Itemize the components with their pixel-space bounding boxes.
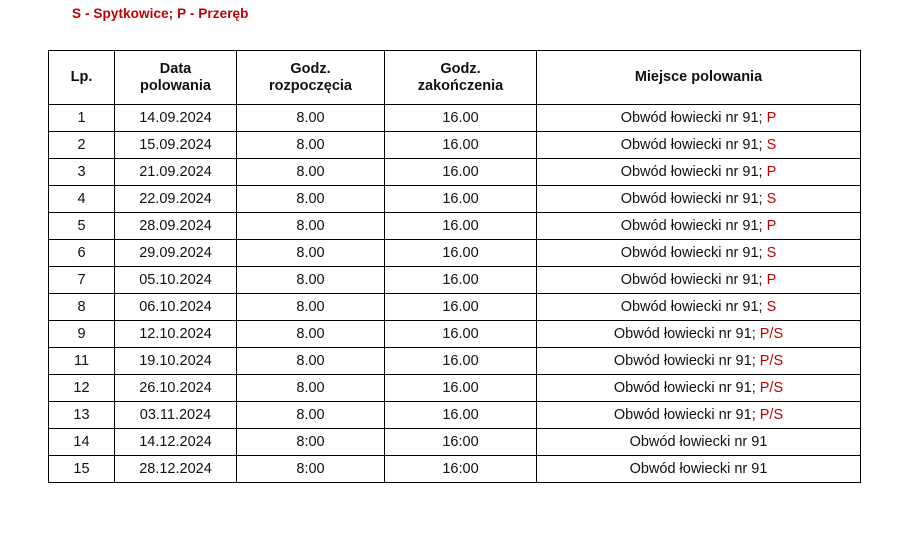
table-row bbox=[49, 267, 861, 294]
cell-lp: 15 bbox=[49, 456, 115, 483]
place-area-mark: P/S bbox=[759, 406, 784, 423]
cell-start-time: 8.00 bbox=[237, 321, 385, 348]
cell-date: 12.10.2024 bbox=[115, 321, 237, 348]
cell-lp: 9 bbox=[49, 321, 115, 348]
cell-date: 29.09.2024 bbox=[115, 240, 237, 267]
table-body bbox=[49, 105, 861, 483]
column-header-lp-line-1: Lp. bbox=[70, 69, 93, 86]
cell-end-time: 16.00 bbox=[385, 105, 537, 132]
place-area-mark: P/S bbox=[759, 325, 784, 342]
column-header-start-time bbox=[237, 51, 385, 105]
cell-date: 28.09.2024 bbox=[115, 213, 237, 240]
cell-place bbox=[537, 186, 861, 213]
place-area-mark: S bbox=[766, 244, 777, 261]
cell-end-time: 16.00 bbox=[385, 375, 537, 402]
table-row bbox=[49, 348, 861, 375]
cell-lp: 1 bbox=[49, 105, 115, 132]
cell-end-time: 16.00 bbox=[385, 402, 537, 429]
place-area-mark: P bbox=[766, 271, 777, 288]
cell-start-time: 8.00 bbox=[237, 213, 385, 240]
cell-start-time: 8.00 bbox=[237, 267, 385, 294]
cell-date: 05.10.2024 bbox=[115, 267, 237, 294]
column-header-end-time bbox=[385, 51, 537, 105]
place-area-mark: P bbox=[766, 163, 777, 180]
column-header-date-line-1: Data bbox=[159, 60, 192, 77]
place-name: Obwód łowiecki nr 91 bbox=[629, 433, 768, 450]
table-row bbox=[49, 294, 861, 321]
table-row bbox=[49, 159, 861, 186]
cell-lp: 12 bbox=[49, 375, 115, 402]
cell-start-time: 8.00 bbox=[237, 402, 385, 429]
place-name: Obwód łowiecki nr 91; bbox=[613, 325, 756, 342]
cell-place bbox=[537, 267, 861, 294]
cell-end-time: 16.00 bbox=[385, 186, 537, 213]
cell-date: 28.12.2024 bbox=[115, 456, 237, 483]
cell-place bbox=[537, 159, 861, 186]
place-name: Obwód łowiecki nr 91; bbox=[613, 352, 756, 369]
cell-date: 21.09.2024 bbox=[115, 159, 237, 186]
place-area-mark: P bbox=[766, 217, 777, 234]
cell-date: 15.09.2024 bbox=[115, 132, 237, 159]
table-row bbox=[49, 456, 861, 483]
cell-date: 06.10.2024 bbox=[115, 294, 237, 321]
place-name: Obwód łowiecki nr 91; bbox=[620, 190, 763, 207]
cell-place bbox=[537, 105, 861, 132]
column-header-end-time-line-1: Godz. bbox=[440, 60, 481, 77]
cell-end-time: 16.00 bbox=[385, 267, 537, 294]
cell-start-time: 8.00 bbox=[237, 159, 385, 186]
column-header-date bbox=[115, 51, 237, 105]
cell-end-time: 16.00 bbox=[385, 240, 537, 267]
table-row bbox=[49, 429, 861, 456]
cell-end-time: 16.00 bbox=[385, 321, 537, 348]
place-area-mark: S bbox=[766, 298, 777, 315]
cell-end-time: 16.00 bbox=[385, 132, 537, 159]
place-area-mark: S bbox=[766, 190, 777, 207]
cell-lp: 7 bbox=[49, 267, 115, 294]
column-header-date-line-2: polowania bbox=[140, 77, 211, 94]
cell-start-time: 8.00 bbox=[237, 132, 385, 159]
cell-end-time: 16:00 bbox=[385, 456, 537, 483]
cell-date: 03.11.2024 bbox=[115, 402, 237, 429]
cell-lp: 14 bbox=[49, 429, 115, 456]
cell-place bbox=[537, 456, 861, 483]
place-name: Obwód łowiecki nr 91; bbox=[613, 406, 756, 423]
cell-place bbox=[537, 321, 861, 348]
cell-start-time: 8.00 bbox=[237, 375, 385, 402]
cell-lp: 5 bbox=[49, 213, 115, 240]
cell-lp: 2 bbox=[49, 132, 115, 159]
place-name: Obwód łowiecki nr 91; bbox=[620, 163, 763, 180]
cell-lp: 13 bbox=[49, 402, 115, 429]
table-row bbox=[49, 213, 861, 240]
cell-start-time: 8.00 bbox=[237, 105, 385, 132]
cell-place bbox=[537, 429, 861, 456]
cell-lp: 6 bbox=[49, 240, 115, 267]
cell-lp: 4 bbox=[49, 186, 115, 213]
cell-end-time: 16.00 bbox=[385, 294, 537, 321]
hunting-schedule-table bbox=[48, 50, 861, 483]
cell-end-time: 16:00 bbox=[385, 429, 537, 456]
place-area-mark: S bbox=[766, 136, 777, 153]
column-header-start-time-line-2: rozpoczęcia bbox=[269, 77, 352, 94]
place-name: Obwód łowiecki nr 91; bbox=[620, 136, 763, 153]
table-header-row bbox=[49, 51, 861, 105]
place-name: Obwód łowiecki nr 91; bbox=[620, 271, 763, 288]
cell-place bbox=[537, 132, 861, 159]
column-header-end-time-line-2: zakończenia bbox=[417, 77, 504, 94]
table-row bbox=[49, 321, 861, 348]
place-name: Obwód łowiecki nr 91; bbox=[620, 217, 763, 234]
place-area-mark: P/S bbox=[759, 352, 784, 369]
cell-date: 14.12.2024 bbox=[115, 429, 237, 456]
cell-date: 19.10.2024 bbox=[115, 348, 237, 375]
cell-place bbox=[537, 240, 861, 267]
legend-text: S - Spytkowice; P - Przeręb bbox=[72, 6, 249, 21]
cell-start-time: 8:00 bbox=[237, 429, 385, 456]
cell-lp: 3 bbox=[49, 159, 115, 186]
column-header-place-line-1: Miejsce polowania bbox=[634, 69, 763, 86]
place-name: Obwód łowiecki nr 91; bbox=[613, 379, 756, 396]
column-header-place bbox=[537, 51, 861, 105]
place-name: Obwód łowiecki nr 91; bbox=[620, 298, 763, 315]
place-area-mark: P bbox=[766, 109, 777, 126]
cell-start-time: 8.00 bbox=[237, 294, 385, 321]
cell-end-time: 16.00 bbox=[385, 213, 537, 240]
cell-date: 22.09.2024 bbox=[115, 186, 237, 213]
place-name: Obwód łowiecki nr 91; bbox=[620, 244, 763, 261]
cell-lp: 8 bbox=[49, 294, 115, 321]
column-header-start-time-line-1: Godz. bbox=[290, 60, 331, 77]
place-name: Obwód łowiecki nr 91; bbox=[620, 109, 763, 126]
cell-date: 26.10.2024 bbox=[115, 375, 237, 402]
cell-place bbox=[537, 375, 861, 402]
cell-place bbox=[537, 213, 861, 240]
cell-start-time: 8.00 bbox=[237, 186, 385, 213]
cell-end-time: 16.00 bbox=[385, 159, 537, 186]
cell-start-time: 8:00 bbox=[237, 456, 385, 483]
cell-place bbox=[537, 294, 861, 321]
cell-lp: 11 bbox=[49, 348, 115, 375]
cell-end-time: 16.00 bbox=[385, 348, 537, 375]
table-row bbox=[49, 132, 861, 159]
cell-place bbox=[537, 348, 861, 375]
cell-start-time: 8.00 bbox=[237, 240, 385, 267]
hunting-schedule-table-wrapper bbox=[48, 50, 860, 483]
table-row bbox=[49, 105, 861, 132]
table-row bbox=[49, 240, 861, 267]
table-row bbox=[49, 402, 861, 429]
table-row bbox=[49, 375, 861, 402]
cell-start-time: 8.00 bbox=[237, 348, 385, 375]
place-name: Obwód łowiecki nr 91 bbox=[629, 460, 768, 477]
cell-place bbox=[537, 402, 861, 429]
table-header bbox=[49, 51, 861, 105]
table-row bbox=[49, 186, 861, 213]
cell-date: 14.09.2024 bbox=[115, 105, 237, 132]
place-area-mark: P/S bbox=[759, 379, 784, 396]
column-header-lp bbox=[49, 51, 115, 105]
